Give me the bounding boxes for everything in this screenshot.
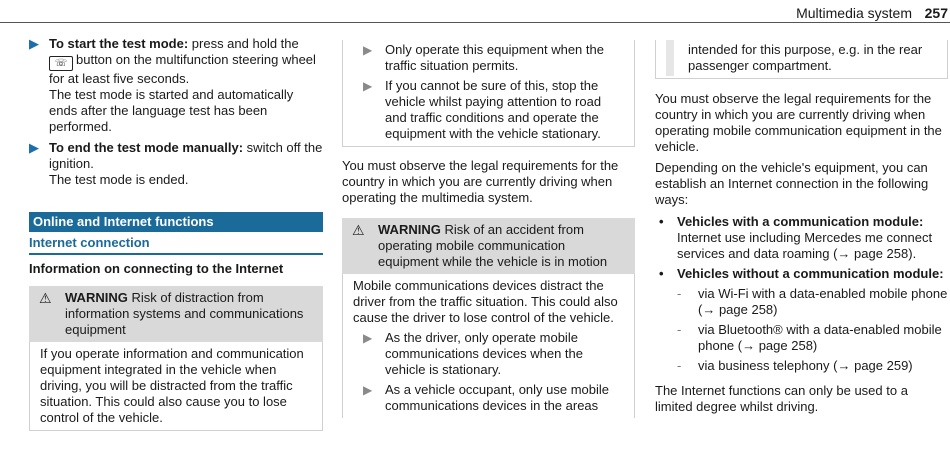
bullet-text: Internet use including Mercedes me connect services and data roaming (→ page 258). — [677, 230, 933, 261]
warning-box — [29, 286, 323, 431]
warning-body — [342, 274, 635, 418]
limited-paragraph: The Internet functions can only be used to a limited degree whilst driving. — [655, 383, 908, 414]
phone-hangup-icon: ☏ — [49, 56, 73, 71]
section-bar: Online and Internet functions — [29, 212, 323, 232]
box-cont-text: intended for this purpose, e.g. in the rear passenger compartment. — [688, 42, 923, 73]
legal-paragraph: You must observe the legal requirements for the country in which you are currently driving when operating the multimedia system. — [342, 158, 619, 205]
column-2 — [342, 40, 635, 418]
step-arrow-icon: ▶ — [363, 331, 373, 345]
depending-paragraph: Depending on the vehicle's equipment, you can establish an Internet connection in the following ways: — [655, 160, 929, 207]
list-item — [655, 358, 948, 374]
dash-mark: - — [677, 358, 682, 373]
end-test-step — [29, 140, 323, 188]
dash-mark: - — [677, 322, 682, 337]
warning-box-continued — [342, 40, 635, 147]
warning-label: WARNING — [378, 222, 441, 237]
list-item — [655, 286, 948, 318]
page-header — [0, 0, 950, 23]
box-step — [353, 78, 624, 142]
warning-box-end — [655, 40, 948, 79]
start-test-step — [29, 36, 323, 135]
step-arrow-icon: ▶ — [363, 79, 373, 93]
warning-label: WARNING — [65, 290, 128, 305]
box-step — [353, 330, 624, 378]
column-3 — [655, 40, 948, 415]
box-step-text: As the driver, only operate mobile communications devices when the vehicle is stationary. — [385, 330, 583, 377]
warning-header — [342, 218, 635, 274]
box-step-text: If you cannot be sure of this, stop the vehicle whilst paying attention to road and traffic conditions and operate the equipment with the vehicle stationary. — [385, 78, 602, 141]
warning-icon: ⚠ — [39, 290, 52, 306]
warning-title: Risk of distraction from information systems and communications equipment — [65, 290, 304, 337]
bullet-label: Vehicles without a communication module: — [677, 266, 944, 281]
box-step — [353, 382, 624, 414]
warning-body-text: Mobile communications devices distract the driver from the traffic situation. This could also cause the driver to lose control of the vehicle. — [353, 278, 618, 325]
end-test-desc: switch off the ignition. — [49, 140, 323, 171]
box-step-text: As a vehicle occupant, only use mobile communications devices in the areas — [385, 382, 610, 413]
warning-title: Risk of an accident from operating mobile communication equipment while the vehicle is in motion — [378, 222, 608, 269]
info-heading: Information on connecting to the Internet — [29, 261, 284, 276]
subheading: Internet connection — [29, 235, 323, 255]
step-arrow-icon: ▶ — [363, 43, 373, 57]
dash-mark: - — [677, 286, 682, 301]
box-step-text: Only operate this equipment when the traffic situation permits. — [385, 42, 604, 73]
end-test-text — [49, 140, 323, 172]
start-test-desc-2: button on the multifunction steering wheel for at least five seconds. — [49, 52, 316, 86]
list-item — [655, 322, 948, 354]
step-arrow-icon: ▶ — [363, 383, 373, 397]
warning-header — [29, 286, 323, 342]
start-test-result: The test mode is started and automatically ends after the language test has been performed. — [49, 87, 294, 134]
end-test-result: The test mode is ended. — [49, 172, 189, 187]
warning-icon: ⚠ — [352, 222, 365, 238]
dash-text: via business telephony (→ page 259) — [698, 358, 913, 373]
warning-box — [342, 218, 635, 418]
page-number: 257 — [924, 5, 948, 21]
dash-text: via Bluetooth® with a data-enabled mobile phone (→ page 258) — [698, 322, 942, 353]
dash-text: via Wi-Fi with a data-enabled mobile phone (→ page 258) — [698, 286, 948, 317]
list-item — [655, 266, 948, 282]
box-step — [353, 42, 624, 74]
bullet-dot: • — [659, 266, 664, 281]
end-test-label: To end the test mode manually: — [49, 140, 244, 155]
column-1 — [29, 36, 323, 431]
start-test-label: To start the test mode: — [49, 36, 189, 51]
step-arrow-icon: ▶ — [29, 36, 39, 51]
bullet-label: Vehicles with a communication module: — [677, 214, 924, 229]
bullet-dot: • — [659, 214, 664, 229]
section-title: Multimedia system — [796, 5, 912, 21]
warning-body: If you operate information and communication equipment integrated in the vehicle when driving, you will be distracted from the traffic situation. This could also cause you to lose control of the vehicle. — [29, 342, 323, 431]
list-item — [655, 214, 948, 262]
legal-paragraph: You must observe the legal requirements for the country in which you are currently driving when operating mobile communication equipment in the vehicle. — [655, 91, 942, 154]
shade-strip — [666, 40, 674, 76]
start-test-text — [49, 36, 323, 87]
start-test-desc: press and hold the — [188, 36, 299, 51]
step-arrow-icon: ▶ — [29, 140, 39, 155]
